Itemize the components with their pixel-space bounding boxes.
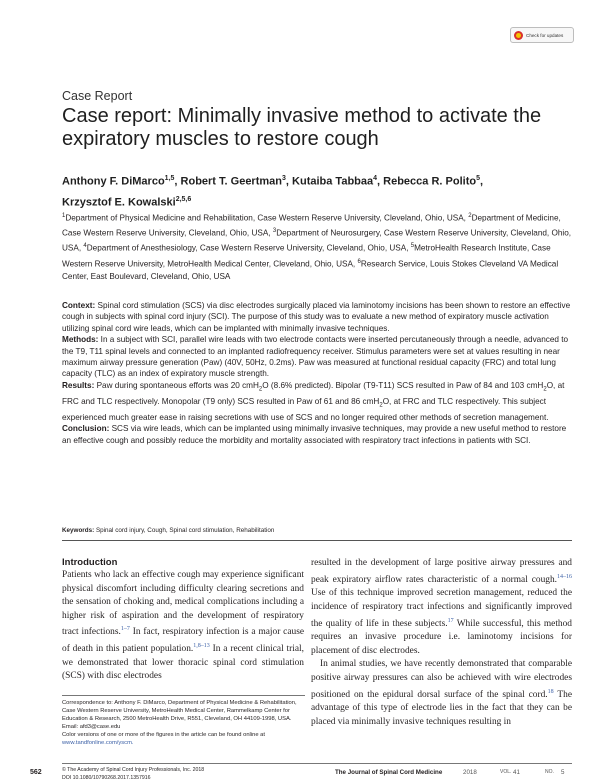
- citation-link[interactable]: 17: [447, 617, 454, 624]
- abstract-text: Spinal cord stimulation (SCS) via disc electrodes surgically placed via laminotomy incisions has been shown to restore an effective cough in subjects with spinal cord injury (SCI). The purpose of this study was to evaluate a new method of expiratory muscle activation utilizing spinal cord wire leads, which can be implanted with minimally invasive techniques.: [62, 301, 571, 333]
- abstract-text: O, at FRC and TLC respectively. This subject experienced much greater ease in raising secretions with use of SCS and no longer required other methods of secretion management.: [62, 396, 549, 422]
- check-for-updates-label: Check for updates: [526, 32, 564, 38]
- body-text: Patients who lack an effective cough may experience significant physical discomfort including difficulty clearing secretions and the sensation of choking and, medical complications including a higher risk of aspiration and the development of respiratory tract infections.: [62, 570, 304, 638]
- abstract-conclusion: [62, 423, 572, 446]
- citation-link[interactable]: 1,8–13: [193, 643, 210, 650]
- keywords: [62, 527, 274, 534]
- abstract-results: [62, 380, 572, 424]
- subscript: 2: [543, 386, 547, 393]
- abstract-section-label: Methods:: [62, 335, 99, 345]
- body-text: In animal studies, we have recently demonstrated that comparable positive airway pressures can also be achieved with wire electrodes positioned on the epidural dorsal surface of the spinal cord.: [311, 659, 572, 700]
- author-name: Anthony F. DiMarco: [62, 175, 165, 188]
- issue-number: 5: [561, 769, 565, 776]
- author-name: Rebecca R. Polito: [383, 175, 477, 188]
- color-note: Color versions of one or more of the figures in the article can be found online at: [62, 732, 266, 738]
- author-affiliation-mark: 5: [476, 175, 480, 182]
- author-name: Kutaiba Tabbaa: [292, 175, 374, 188]
- citation-link[interactable]: 1–7: [120, 626, 130, 633]
- body-text: In fact, respiratory infection is a major cause of death in this patient population.: [62, 627, 305, 655]
- divider: [62, 695, 305, 696]
- affiliation-number: 1: [62, 213, 66, 219]
- abstract: [62, 300, 572, 446]
- affiliation-text: Department of Neurosurgery, Case Western Reserve University, Cleveland, Ohio, USA,: [62, 228, 572, 254]
- abstract-text: Paw during spontaneous efforts was 20 cmH: [96, 380, 259, 390]
- abstract-text: O (8.6% predicted). Bipolar (T9-T11) SCS resulted in Paw of 84 and 103 cmH: [262, 380, 544, 390]
- keywords-label: Keywords:: [62, 527, 95, 534]
- affiliation-number: 6: [357, 258, 361, 265]
- abstract-text: SCS via wire leads, which can be implanted using minimally invasive techniques, may provide a new useful method to restore an effective cough and possibly reduce the morbidity and mortality associated with respiratory tract infections in patients with SCI.: [62, 424, 567, 445]
- section-heading: Introduction: [62, 557, 118, 568]
- correspondence-text: Correspondence to: Anthony F. DiMarco, Department of Physical Medicine & Rehabilitation, Case Western Reserve University, MetroHealth Medical Center, Rammelkamp Center for Education & Research, 2500 MetroHealth Drive, R551, Cleveland, OH 44109-1998, USA. Email: afd3@case.edu: [62, 700, 297, 730]
- author-affiliation-mark: 3: [282, 175, 286, 182]
- doi[interactable]: DOI 10.1080/10790268.2017.1357916: [62, 774, 151, 781]
- author-name: Robert T. Geertman: [180, 175, 282, 188]
- abstract-section-label: Results:: [62, 380, 95, 390]
- body-paragraph: [311, 658, 572, 729]
- abstract-text: O, at FRC and TLC respectively. Monopolar (T9 only) SCS resulted in Paw of 61 and 86 cmH: [62, 380, 565, 406]
- abstract-context: [62, 300, 572, 334]
- publication-year: 2018: [463, 769, 477, 776]
- author-affiliation-mark: 4: [373, 175, 378, 182]
- affiliation-number: 4: [83, 243, 87, 250]
- affiliation-text: Department of Physical Medicine and Rehabilitation, Case Western Reserve University, Cleveland, Ohio, USA,: [65, 213, 466, 223]
- subscript: 2: [379, 402, 383, 409]
- keywords-text: Spinal cord injury, Cough, Spinal cord stimulation, Rehabilitation: [95, 527, 275, 534]
- divider: [62, 540, 572, 541]
- section-label: Case Report: [62, 89, 133, 103]
- body-paragraph: [62, 569, 304, 684]
- journal-link[interactable]: www.tandfonline.com/yscm.: [62, 740, 134, 746]
- body-column-left: [62, 569, 304, 684]
- body-text: The advantage of this type of electrode lies in the fact that they can be placed via minimally invasive techniques resulting in: [311, 689, 572, 727]
- citation-link[interactable]: 14–16: [557, 573, 572, 580]
- affiliation-number: 5: [410, 243, 415, 250]
- affiliation-text: MetroHealth Research Institute, Case Western Reserve University, MetroHealth Medical Center, Cleveland, Ohio, USA,: [62, 244, 551, 269]
- issue-label: NO.: [545, 769, 554, 775]
- affiliation-number: 3: [272, 228, 277, 235]
- body-text: In a recent clinical trial, we demonstrated that lower thoracic spinal cord stimulation (SCS) with disc electrodes: [62, 644, 304, 682]
- journal-name: The Journal of Spinal Cord Medicine: [335, 769, 443, 776]
- volume-label: VOL.: [500, 769, 512, 775]
- body-text: While successful, this method requires an invasive procedure i.e. laminotomy incisions for placement of disc electrodes.: [311, 618, 572, 656]
- body-column-right: [311, 557, 572, 730]
- subscript: 2: [258, 386, 263, 393]
- affiliations: [62, 210, 572, 283]
- affiliation-text: Department of Anesthesiology, Case Western Reserve University, Cleveland, Ohio, USA,: [86, 244, 409, 254]
- page-number: 562: [30, 769, 42, 776]
- citation-link[interactable]: 18: [547, 688, 554, 695]
- body-text: resulted in the development of large positive airway pressures and peak expiratory airflow rates characteristic of a normal cough.: [311, 558, 572, 585]
- author-affiliation-mark: 2,5,6: [175, 195, 192, 203]
- abstract-methods: [62, 334, 572, 380]
- abstract-section-label: Context:: [62, 301, 96, 310]
- volume-number: 41: [513, 769, 520, 776]
- body-text: Use of this technique improved secretion management, reduced the incidence of respiratory tract infections and significantly improved the quality of life in these subjects.: [311, 588, 572, 629]
- copyright-text: © The Academy of Spinal Cord Injury Professionals, Inc. 2018: [62, 767, 205, 773]
- affiliation-text: Research Service, Louis Stokes Cleveland VA Medical Center, East Boulevard, Cleveland, Ohio, USA: [62, 259, 559, 281]
- abstract-text: In a subject with SCI, parallel wire leads with two electrode contacts were inserted percutaneously through a needle, advanced to the T9, T11 spinal levels and connected to an implanted radiofrequency receiver. Stimulus parameters were set at values resulting in near maximum airway pressure generation (Paw) (40V, 50Hz, 0.2ms). Paw was measured at functional residual capacity (FRC) and total lung capacity (TLC) as an index of expiratory muscle strength.: [62, 335, 569, 379]
- correspondence-note: [62, 699, 305, 747]
- abstract-section-label: Conclusion:: [62, 424, 110, 434]
- body-paragraph: [311, 557, 572, 658]
- crossmark-icon: [514, 31, 523, 40]
- affiliation-number: 2: [468, 213, 472, 219]
- author-list: Anthony F. DiMarco$^{1,5}$, Robert T. Geertman$^3$, Kutaiba Tabbaa$^4$, Rebecca R. Polito$^5$, Krzysztof E. Kowalski$^{2,5,6}$: [62, 175, 484, 209]
- affiliation-text: Department of Medicine, Case Western Reserve University, Cleveland, Ohio, USA,: [62, 213, 561, 238]
- author-name: Krzysztof E. Kowalski: [62, 196, 176, 209]
- article-title: Case report: Minimally invasive method to activate the expiratory muscles to restore cough: [62, 105, 542, 150]
- copyright: [62, 767, 204, 782]
- author-affiliation-mark: 1,5: [164, 175, 175, 182]
- check-for-updates-badge[interactable]: [510, 27, 574, 43]
- divider: [62, 763, 572, 764]
